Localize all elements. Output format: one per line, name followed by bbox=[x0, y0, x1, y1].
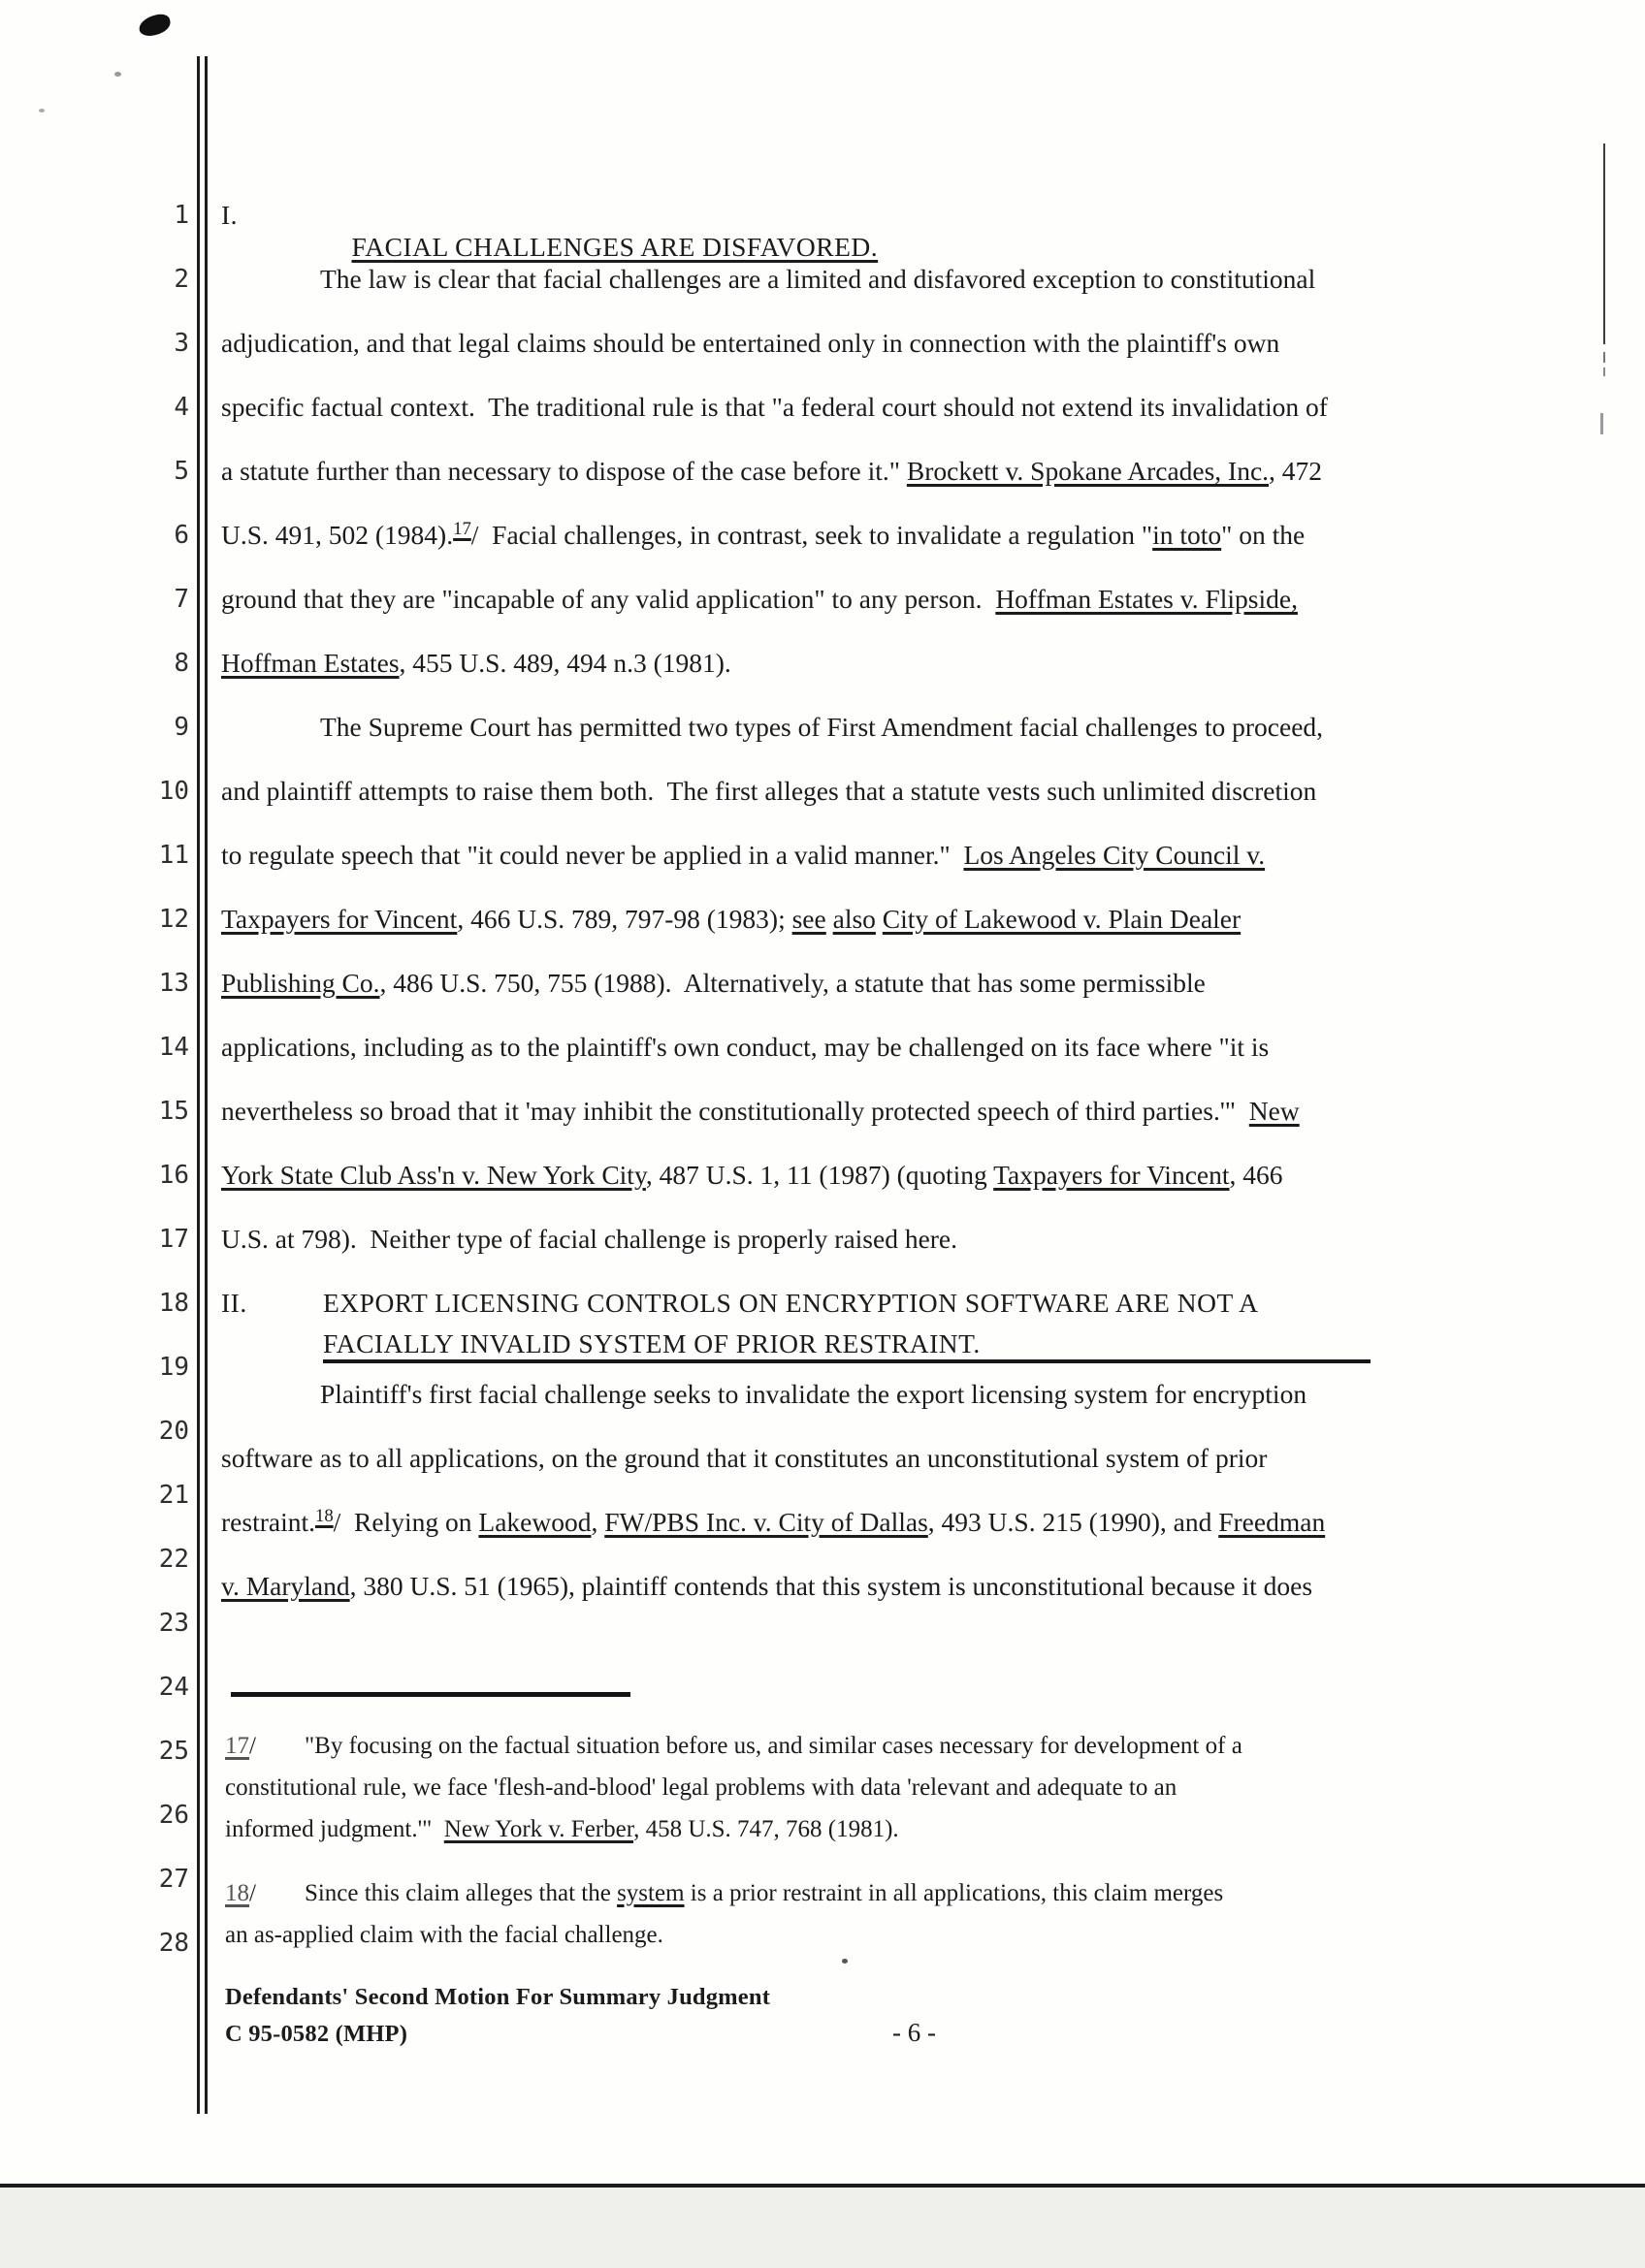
text-segment: constitutional rule, we face 'flesh-and-blood' legal problems with data 'relevant and adequate to an bbox=[225, 1774, 1177, 1801]
text-segment: restraint. bbox=[221, 1507, 315, 1537]
line-number: 8 bbox=[174, 649, 189, 678]
text-segment: nevertheless so broad that it 'may inhibit the constitutionally protected speech of third parties.'" bbox=[221, 1096, 1249, 1126]
underlined-text: Los Angeles City Council v. bbox=[963, 840, 1266, 870]
underlined-text: 18 bbox=[225, 1880, 249, 1906]
text-segment: , 458 U.S. 747, 768 (1981). bbox=[633, 1816, 899, 1842]
line-number: 26 bbox=[158, 1801, 189, 1830]
text-segment: informed judgment.'" bbox=[225, 1816, 444, 1842]
pleading-rule-left-inner bbox=[205, 56, 208, 2114]
underlined-text: in toto bbox=[1152, 520, 1222, 550]
line-number: 10 bbox=[158, 777, 189, 806]
line-number: 27 bbox=[158, 1865, 189, 1894]
body-line bbox=[221, 519, 1305, 551]
footnote-18-line bbox=[225, 1920, 663, 1950]
underlined-text: Brockett v. Spokane Arcades, Inc. bbox=[906, 456, 1270, 486]
line-number: 18 bbox=[158, 1289, 189, 1318]
body-line bbox=[221, 455, 1322, 487]
underlined-text: Freedman bbox=[1218, 1507, 1326, 1537]
footer-title: Defendants' Second Motion For Summary Judgment bbox=[225, 1984, 771, 2010]
body-line bbox=[221, 1031, 1269, 1063]
line-number: 13 bbox=[158, 969, 189, 998]
line-number: 1 bbox=[174, 201, 189, 230]
text-segment: applications, including as to the plaintiff's own conduct, may be challenged on its face where "it is bbox=[221, 1032, 1270, 1062]
line-number: 16 bbox=[158, 1161, 189, 1190]
line-number: 3 bbox=[174, 329, 189, 358]
line-number: 2 bbox=[174, 265, 189, 294]
underlined-text: 18 bbox=[314, 1505, 334, 1526]
underlined-text: FW/PBS Inc. v. City of Dallas bbox=[604, 1507, 928, 1537]
underlined-text: Hoffman Estates v. Flipside, bbox=[995, 584, 1298, 614]
underlined-text: see bbox=[791, 904, 826, 934]
scan-speck bbox=[39, 109, 45, 112]
text-segment: U.S. 491, 502 (1984). bbox=[221, 520, 454, 550]
underlined-text: Taxpayers for Vincent bbox=[993, 1160, 1230, 1190]
body-line bbox=[221, 1442, 1267, 1474]
text-segment: , 472 bbox=[1269, 456, 1323, 486]
scan-bottom-band bbox=[0, 2188, 1645, 2268]
text-segment: The Supreme Court has permitted two types of First Amendment facial challenges to proceed, bbox=[320, 712, 1324, 742]
body-line bbox=[221, 775, 1316, 807]
text-segment: / Facial challenges, in contrast, seek to invalidate a regulation " bbox=[470, 520, 1153, 550]
body-line bbox=[221, 583, 1298, 615]
text-segment: , 487 U.S. 1, 11 (1987) (quoting bbox=[645, 1160, 994, 1190]
text-segment: an as-applied claim with the facial challenge. bbox=[225, 1922, 663, 1948]
line-number: 14 bbox=[158, 1033, 189, 1062]
text-segment bbox=[826, 904, 833, 934]
underlined-text: Taxpayers for Vincent bbox=[221, 904, 458, 934]
body-line bbox=[221, 967, 1206, 999]
line-number: 5 bbox=[174, 457, 189, 486]
text-segment: , 466 bbox=[1229, 1160, 1283, 1190]
line-number: 6 bbox=[174, 521, 189, 550]
text-segment: to regulate speech that "it could never be applied in a valid manner." bbox=[221, 840, 964, 870]
body-line bbox=[221, 1223, 957, 1255]
body-line bbox=[320, 263, 1315, 295]
footer-case-number: C 95-0582 (MHP) bbox=[225, 2021, 408, 2047]
line-number: 9 bbox=[174, 713, 189, 742]
pleading-rule-right bbox=[1603, 144, 1605, 344]
body-line bbox=[221, 839, 1265, 871]
line-number: 25 bbox=[158, 1737, 189, 1766]
section-1-heading-text: FACIAL CHALLENGES ARE DISFAVORED. bbox=[351, 232, 879, 262]
scan-speck bbox=[842, 1959, 848, 1964]
line-number: 20 bbox=[158, 1417, 189, 1446]
line-number: 12 bbox=[158, 905, 189, 934]
text-segment: / Since this claim alleges that the bbox=[249, 1880, 618, 1906]
body-line bbox=[221, 1570, 1312, 1602]
body-line bbox=[221, 903, 1241, 935]
line-number: 28 bbox=[158, 1929, 189, 1958]
text-segment: The law is clear that facial challenges are a limited and disfavored exception to constitutional bbox=[320, 264, 1316, 294]
section-2-label: II. bbox=[221, 1288, 247, 1318]
line-number: 15 bbox=[158, 1097, 189, 1126]
text-segment: specific factual context. The traditional rule is that "a federal court should not extend its invalidation of bbox=[221, 392, 1328, 422]
text-segment: , bbox=[591, 1507, 605, 1537]
text-segment: , 455 U.S. 489, 494 n.3 (1981). bbox=[399, 648, 731, 678]
line-number: 19 bbox=[158, 1353, 189, 1382]
text-segment: , 493 U.S. 215 (1990), and bbox=[927, 1507, 1219, 1537]
body-line bbox=[320, 711, 1323, 743]
footnote-17-line bbox=[225, 1731, 1242, 1761]
body-line bbox=[221, 647, 731, 679]
body-line bbox=[320, 1378, 1306, 1410]
underlined-text: New York v. Ferber bbox=[443, 1816, 634, 1842]
text-segment: , 486 U.S. 750, 755 (1988). Alternatively, a statute that has some permissible bbox=[379, 968, 1206, 998]
section-2-heading-line2: FACIALLY INVALID SYSTEM OF PRIOR RESTRAINT. bbox=[323, 1328, 981, 1358]
line-number: 24 bbox=[158, 1673, 189, 1702]
underlined-text: Publishing Co. bbox=[221, 968, 380, 998]
section-2-heading-underline bbox=[323, 1359, 1371, 1363]
text-segment: and plaintiff attempts to raise them both. The first alleges that a statute vests such unlimited discretion bbox=[221, 776, 1317, 806]
line-number: 7 bbox=[174, 585, 189, 614]
body-line bbox=[221, 1095, 1300, 1127]
line-number: 23 bbox=[158, 1609, 189, 1638]
text-segment: ground that they are "incapable of any valid application" to any person. bbox=[221, 584, 996, 614]
underlined-text: 17 bbox=[453, 518, 471, 539]
body-line bbox=[221, 391, 1328, 423]
text-segment: U.S. at 798). Neither type of facial challenge is properly raised here. bbox=[221, 1224, 958, 1254]
text-segment bbox=[876, 904, 883, 934]
footnote-17-line bbox=[225, 1773, 1177, 1803]
underlined-text: also bbox=[832, 904, 876, 934]
text-segment: / "By focusing on the factual situation before us, and similar cases necessary for development of a bbox=[249, 1733, 1242, 1759]
footnote-separator bbox=[231, 1692, 630, 1697]
underlined-text: Hoffman Estates bbox=[221, 648, 400, 678]
body-line bbox=[221, 327, 1279, 359]
text-segment: " on the bbox=[1221, 520, 1306, 550]
text-segment: adjudication, and that legal claims should be entertained only in connection with the plaintiff's own bbox=[221, 328, 1280, 358]
text-segment: is a prior restraint in all applications, this claim merges bbox=[684, 1880, 1224, 1906]
section-2-heading-line1: EXPORT LICENSING CONTROLS ON ENCRYPTION SOFTWARE ARE NOT A bbox=[323, 1288, 1259, 1318]
text-segment: software as to all applications, on the ground that it constitutes an unconstitutional system of prior bbox=[221, 1443, 1268, 1473]
body-line bbox=[221, 1159, 1283, 1191]
scan-speck bbox=[114, 72, 121, 77]
line-number: 4 bbox=[174, 393, 189, 422]
underlined-text: v. Maryland bbox=[221, 1571, 350, 1601]
text-segment: Plaintiff's first facial challenge seeks to invalidate the export licensing system for encryption bbox=[320, 1379, 1307, 1409]
underlined-text: 17 bbox=[225, 1733, 249, 1759]
text-segment: , 466 U.S. 789, 797-98 (1983); bbox=[457, 904, 792, 934]
scan-smudge bbox=[137, 12, 173, 38]
underlined-text: system bbox=[617, 1880, 685, 1906]
underlined-text: York State Club Ass'n v. New York City bbox=[221, 1160, 646, 1190]
line-number: 17 bbox=[158, 1225, 189, 1254]
text-segment: , 380 U.S. 51 (1965), plaintiff contends that this system is unconstitutional because it does bbox=[349, 1571, 1313, 1601]
footnote-17-line bbox=[225, 1814, 899, 1844]
underlined-text: Lakewood bbox=[478, 1507, 592, 1537]
body-line bbox=[221, 1506, 1325, 1538]
underlined-text: City of Lakewood v. Plain Dealer bbox=[882, 904, 1242, 934]
pleading-rule-right-fade bbox=[1603, 367, 1605, 376]
text-segment: / Relying on bbox=[333, 1507, 479, 1537]
pleading-rule-left-outer bbox=[197, 56, 200, 2114]
underlined-text: New bbox=[1248, 1096, 1300, 1126]
footnote-18-line bbox=[225, 1878, 1223, 1908]
section-1-label: I. bbox=[221, 200, 239, 230]
pleading-rule-right-fade bbox=[1600, 413, 1603, 434]
line-number: 22 bbox=[158, 1545, 189, 1574]
pleading-rule-right-fade bbox=[1603, 352, 1605, 363]
page-number: - 6 - bbox=[892, 2018, 936, 2047]
line-number: 11 bbox=[158, 841, 189, 870]
line-number: 21 bbox=[158, 1481, 189, 1510]
text-segment: a statute further than necessary to dispose of the case before it." bbox=[221, 456, 907, 486]
